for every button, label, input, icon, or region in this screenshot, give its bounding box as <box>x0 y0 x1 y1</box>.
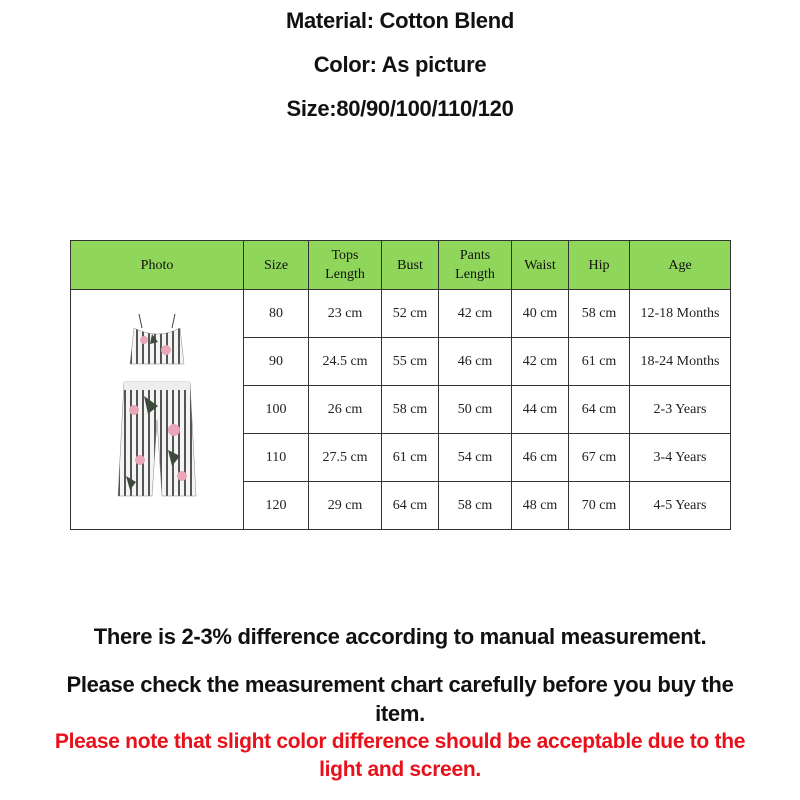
size-line: Size:80/90/100/110/120 <box>286 96 514 121</box>
header-tops-length <box>309 241 382 290</box>
color-difference-warning: Please note that slight color difference should be acceptable due to the light and screen. <box>54 730 746 781</box>
header-size: Size <box>244 241 309 290</box>
cell-size: 90 <box>244 338 309 386</box>
cell-waist: 40 cm <box>512 290 569 338</box>
cell-pants: 46 cm <box>439 338 512 386</box>
cell-size: 80 <box>244 290 309 338</box>
cell-age: 4-5 Years <box>630 482 731 530</box>
header-age: Age <box>630 241 731 290</box>
cell-hip: 58 cm <box>569 290 630 338</box>
cell-age: 12-18 Months <box>630 290 731 338</box>
header-waist: Waist <box>512 241 569 290</box>
cell-pants: 50 cm <box>439 386 512 434</box>
cell-tops: 23 cm <box>309 290 382 338</box>
cell-hip: 64 cm <box>569 386 630 434</box>
cell-pants: 42 cm <box>439 290 512 338</box>
cell-waist: 46 cm <box>512 434 569 482</box>
cell-size: 100 <box>244 386 309 434</box>
header-tops-line1: Tops <box>331 248 359 263</box>
header-photo: Photo <box>71 241 244 290</box>
outfit-image <box>82 300 232 520</box>
cell-hip: 61 cm <box>569 338 630 386</box>
product-photo-cell <box>71 290 244 530</box>
header-bust: Bust <box>382 241 439 290</box>
cell-bust: 52 cm <box>382 290 439 338</box>
cell-waist: 48 cm <box>512 482 569 530</box>
cell-age: 18-24 Months <box>630 338 731 386</box>
cell-waist: 42 cm <box>512 338 569 386</box>
cell-hip: 67 cm <box>569 434 630 482</box>
color-line: Color: As picture <box>313 52 487 77</box>
material-line: Material: Cotton Blend <box>285 8 515 33</box>
cell-age: 3-4 Years <box>630 434 731 482</box>
header-pants-line1: Pants <box>459 248 491 263</box>
cell-bust: 58 cm <box>382 386 439 434</box>
cell-hip: 70 cm <box>569 482 630 530</box>
cell-waist: 44 cm <box>512 386 569 434</box>
cell-tops: 24.5 cm <box>309 338 382 386</box>
header-hip: Hip <box>569 241 630 290</box>
table-header-row <box>71 241 731 290</box>
header-tops-line2: Length <box>325 267 365 282</box>
cell-size: 120 <box>244 482 309 530</box>
cell-bust: 61 cm <box>382 434 439 482</box>
cell-bust: 55 cm <box>382 338 439 386</box>
cell-bust: 64 cm <box>382 482 439 530</box>
measurement-difference-note: There is 2-3% difference according to manual measurement. <box>93 624 707 649</box>
cell-tops: 26 cm <box>309 386 382 434</box>
size-chart-table <box>70 240 731 530</box>
header-pants-line2: Length <box>455 267 495 282</box>
cell-tops: 27.5 cm <box>309 434 382 482</box>
header-pants-length <box>439 241 512 290</box>
cell-pants: 58 cm <box>439 482 512 530</box>
cell-pants: 54 cm <box>439 434 512 482</box>
cell-age: 2-3 Years <box>630 386 731 434</box>
table-row <box>71 290 731 338</box>
cell-size: 110 <box>244 434 309 482</box>
check-chart-note: Please check the measurement chart carefully before you buy the item. <box>66 672 734 726</box>
cell-tops: 29 cm <box>309 482 382 530</box>
